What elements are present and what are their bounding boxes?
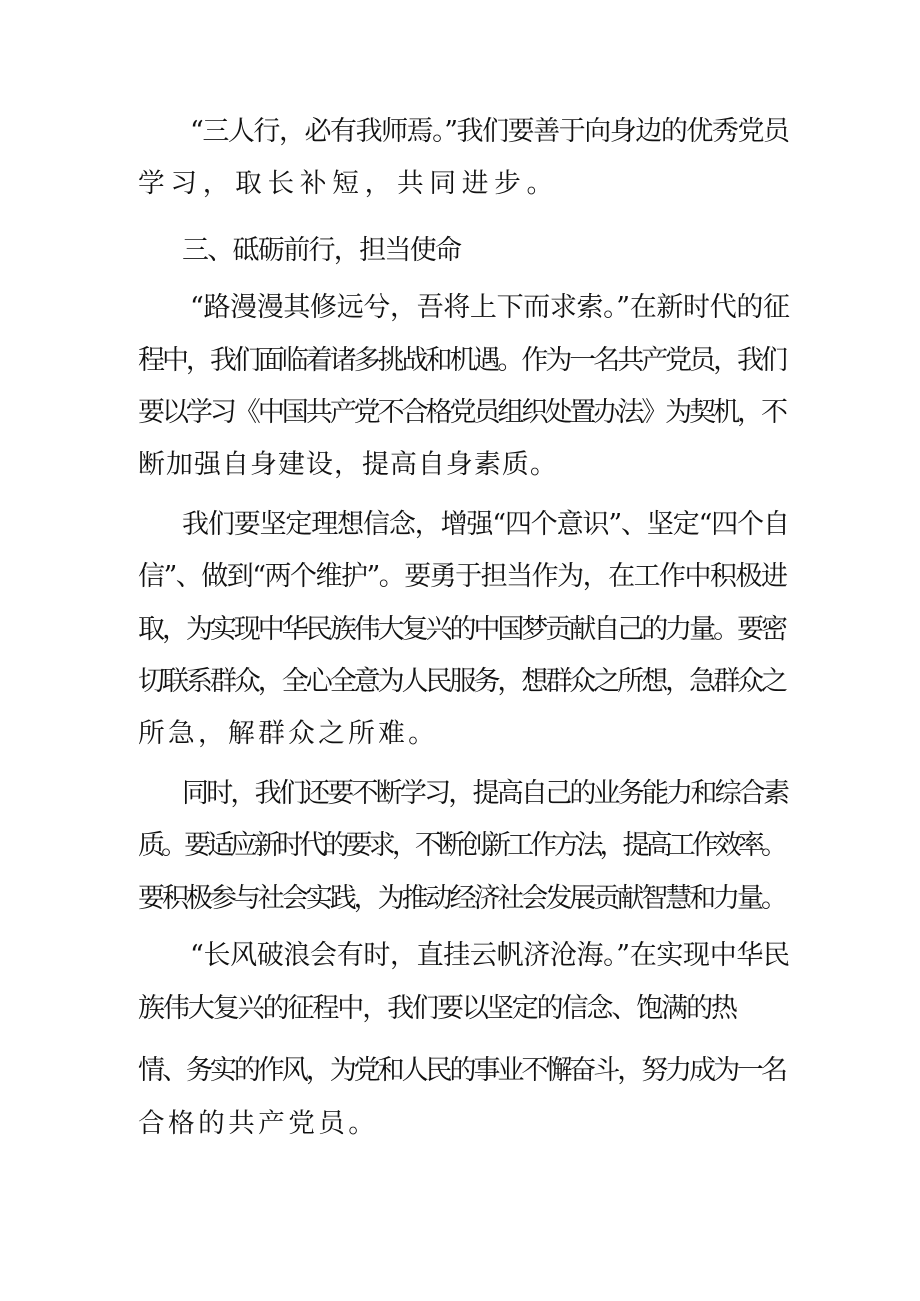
text-line: 程中，我们面临着诸多挑战和机遇。作为一名共产党员，我们 <box>138 345 785 376</box>
text-line: 质。要适应新时代的要求，不断创新工作方法，提高工作效率。 <box>138 830 785 861</box>
section-heading: 三、砥砺前行，担当使命 <box>182 235 461 266</box>
text-line: 断加强自身建设，提高自身素质。 <box>138 449 558 480</box>
text-line: 族伟大复兴的征程中，我们要以坚定的信念、饱满的热 <box>138 993 736 1024</box>
text-line: 所急，解群众之所难。 <box>138 718 439 749</box>
text-line: “三人行，必有我师焉。”我们要善于向身边的优秀党员 <box>190 116 789 147</box>
text-line: 情、务实的作风，为党和人民的事业不懈奋斗，努力成为一名 <box>138 1055 785 1086</box>
text-line: 切联系群众，全心全意为人民服务，想群众之所想，急群众之 <box>138 666 785 697</box>
text-line: 我们要坚定理想信念，增强“四个意识”、坚定“四个自 <box>182 509 789 540</box>
text-line: “长风破浪会有时，直挂云帆济沧海。”在实现中华民 <box>190 940 790 971</box>
text-line: 合格的共产党员。 <box>138 1108 379 1139</box>
text-line: “路漫漫其修远兮，吾将上下而求索。”在新时代的征 <box>190 292 790 323</box>
text-line: 同时，我们还要不断学习，提高自己的业务能力和综合素 <box>182 778 788 809</box>
text-line: 取，为实现中华民族伟大复兴的中国梦贡献自己的力量。要密 <box>138 614 785 645</box>
text-line: 学习，取长补短，共同进步。 <box>138 168 559 199</box>
text-line: 要积极参与社会实践，为推动经济社会发展贡献智慧和力量。 <box>138 883 785 914</box>
text-line: 信”、做到“两个维护”。要勇于担当作为，在工作中积极进 <box>138 561 787 592</box>
text-line: 要以学习《中国共产党不合格党员组织处置办法》为契机，不 <box>138 397 785 428</box>
